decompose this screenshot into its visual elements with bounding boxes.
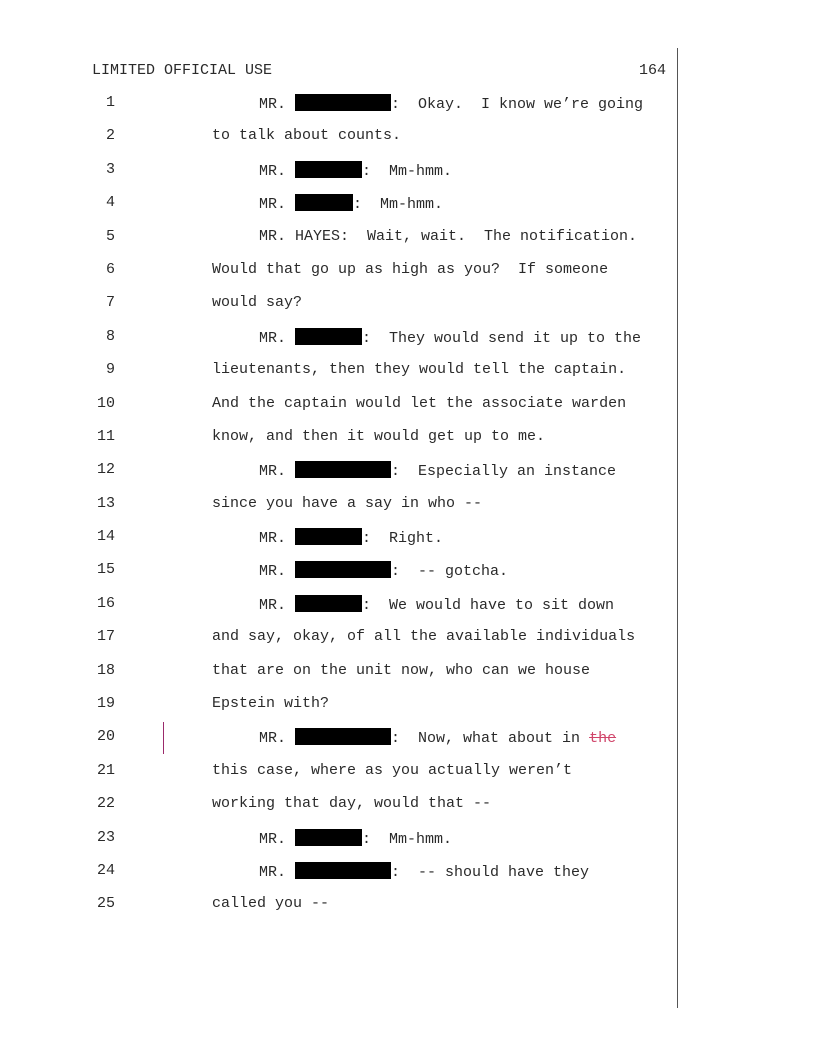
text-segment: : Now, what about in — [391, 730, 590, 748]
line-number: 21 — [96, 761, 115, 779]
line-number: 6 — [105, 260, 115, 278]
transcript-lines — [0, 94, 680, 929]
line-text — [259, 728, 616, 748]
line-number: 7 — [105, 294, 115, 312]
struck-text: the — [589, 730, 617, 748]
transcript-line — [0, 862, 680, 895]
text-segment: MR. — [259, 730, 296, 748]
line-number: 24 — [96, 861, 115, 879]
redaction-box — [295, 194, 353, 211]
redaction-box — [295, 94, 391, 111]
line-text — [212, 361, 626, 379]
line-text — [212, 495, 482, 513]
line-text — [212, 795, 491, 813]
line-text — [259, 328, 641, 348]
transcript-line — [0, 395, 680, 428]
text-segment: MR. — [259, 563, 296, 581]
transcript-line — [0, 895, 680, 928]
line-text — [212, 395, 626, 413]
transcript-line — [0, 161, 680, 194]
transcript-line — [0, 762, 680, 795]
transcript-line — [0, 294, 680, 327]
line-number: 2 — [105, 127, 115, 145]
line-text — [259, 862, 589, 882]
text-segment: Epstein with? — [212, 695, 330, 713]
text-segment: : Especially an instance — [391, 463, 617, 481]
redaction-box — [295, 328, 362, 345]
text-segment: : Okay. I know we’re going — [391, 96, 644, 113]
line-number: 4 — [105, 194, 115, 212]
line-text — [259, 94, 643, 114]
text-segment: : -- should have they — [391, 863, 590, 881]
line-number: 3 — [105, 160, 115, 178]
transcript-line — [0, 461, 680, 494]
text-segment: MR. — [259, 329, 296, 347]
line-text — [212, 662, 590, 680]
transcript-line — [0, 695, 680, 728]
text-segment: know, and then it would get up to me. — [212, 427, 546, 445]
text-segment: : Mm-hmm. — [362, 830, 453, 848]
page-number: 164 — [638, 62, 666, 79]
text-segment: called you -- — [212, 895, 330, 913]
line-number: 17 — [96, 628, 115, 646]
transcript-line — [0, 428, 680, 461]
line-text — [259, 461, 616, 481]
text-segment: MR. HAYES: Wait, wait. The notification. — [259, 227, 638, 245]
text-segment: : They would send it up to the — [362, 329, 642, 347]
text-segment: MR. — [259, 596, 296, 614]
line-number: 5 — [105, 227, 115, 245]
text-segment: : We would have to sit down — [362, 596, 615, 614]
line-text — [259, 595, 614, 615]
transcript-line — [0, 662, 680, 695]
text-segment: Would that go up as high as you? If someone — [212, 260, 609, 278]
line-text — [212, 762, 572, 780]
line-number: 22 — [96, 795, 115, 813]
transcript-line — [0, 127, 680, 160]
transcript-line — [0, 261, 680, 294]
transcript-line — [0, 728, 680, 761]
line-text — [212, 261, 608, 279]
line-text — [259, 228, 637, 246]
transcript-line — [0, 361, 680, 394]
transcript-line — [0, 194, 680, 227]
transcript-line — [0, 595, 680, 628]
text-segment: MR. — [259, 96, 296, 113]
line-text — [259, 561, 508, 581]
text-segment: and say, okay, of all the available individuals — [212, 628, 636, 646]
text-segment: : Right. — [362, 530, 444, 548]
redaction-box — [295, 161, 362, 178]
text-segment: MR. — [259, 463, 296, 481]
line-text — [212, 628, 635, 646]
line-text — [212, 428, 545, 446]
redaction-box — [295, 862, 391, 879]
line-number: 8 — [105, 327, 115, 345]
text-segment: would say? — [212, 294, 303, 312]
transcript-line — [0, 795, 680, 828]
transcript-line — [0, 228, 680, 261]
line-text — [259, 194, 443, 214]
revision-change-bar — [163, 722, 164, 754]
redaction-box — [295, 595, 362, 612]
line-text — [212, 127, 401, 145]
redaction-box — [295, 829, 362, 846]
line-number: 13 — [96, 494, 115, 512]
text-segment: And the captain would let the associate warden — [212, 394, 627, 412]
line-number: 16 — [96, 594, 115, 612]
transcript-line — [0, 628, 680, 661]
line-number: 14 — [96, 528, 115, 546]
line-text — [259, 161, 452, 181]
text-segment: MR. — [259, 196, 296, 214]
line-number: 20 — [96, 728, 115, 746]
line-text — [212, 695, 329, 713]
line-text — [212, 895, 329, 913]
text-segment: MR. — [259, 530, 296, 548]
text-segment: MR. — [259, 863, 296, 881]
text-segment: that are on the unit now, who can we house — [212, 661, 591, 679]
line-number: 9 — [105, 361, 115, 379]
text-segment: MR. — [259, 162, 296, 180]
transcript-line — [0, 94, 680, 127]
redaction-box — [295, 461, 391, 478]
line-text — [212, 294, 302, 312]
transcript-line — [0, 528, 680, 561]
transcript-line — [0, 561, 680, 594]
line-number: 11 — [96, 427, 115, 445]
text-segment: lieutenants, then they would tell the captain. — [212, 361, 627, 379]
transcript-line — [0, 495, 680, 528]
redaction-box — [295, 528, 362, 545]
redaction-box — [295, 728, 391, 745]
line-text — [259, 528, 443, 548]
transcript-line — [0, 328, 680, 361]
line-number: 12 — [96, 461, 115, 479]
line-number: 18 — [96, 661, 115, 679]
text-segment: to talk about counts. — [212, 127, 402, 145]
line-number: 23 — [96, 828, 115, 846]
classification-header: LIMITED OFFICIAL USE — [92, 62, 273, 79]
text-segment: since you have a say in who -- — [212, 494, 483, 512]
text-segment: working that day, would that -- — [212, 795, 492, 813]
text-segment: : Mm-hmm. — [362, 162, 453, 180]
text-segment: : Mm-hmm. — [353, 196, 444, 214]
redaction-box — [295, 561, 391, 578]
line-text — [259, 829, 452, 849]
line-number: 25 — [96, 895, 115, 913]
text-segment: this case, where as you actually weren’t — [212, 761, 573, 779]
line-number: 19 — [96, 695, 115, 713]
transcript-line — [0, 829, 680, 862]
line-number: 15 — [96, 561, 115, 579]
line-number: 10 — [96, 394, 115, 412]
text-segment: MR. — [259, 830, 296, 848]
line-number: 1 — [105, 94, 115, 111]
text-segment: : -- gotcha. — [391, 563, 509, 581]
